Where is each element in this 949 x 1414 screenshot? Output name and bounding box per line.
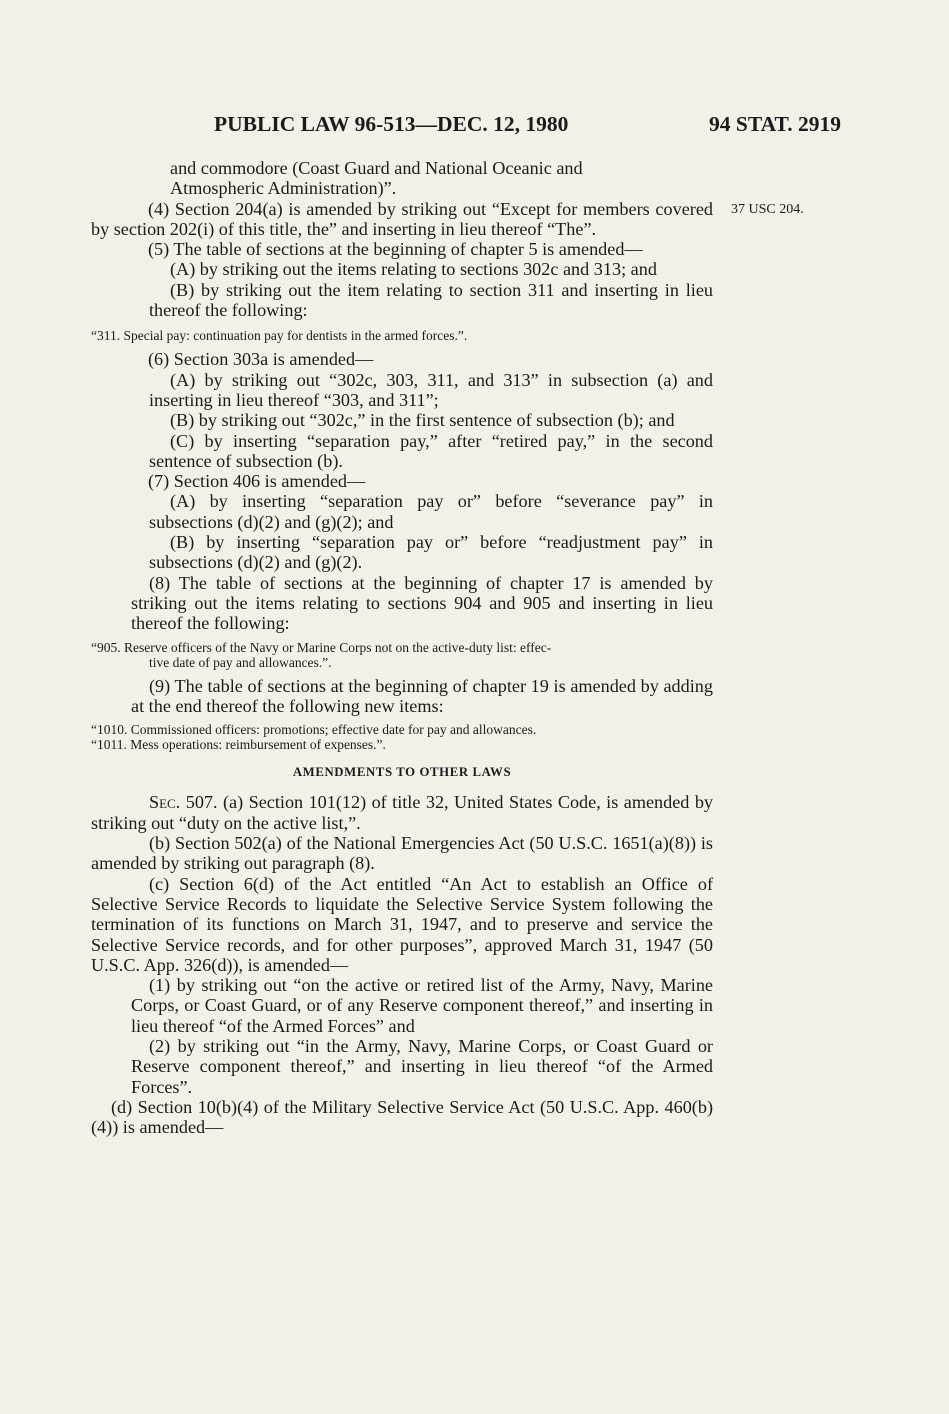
paragraph-continuation-2: Atmospheric Administration)”. bbox=[170, 178, 397, 199]
paragraph-7: (7) Section 406 is amended— bbox=[148, 471, 366, 492]
subsection-b: (b) Section 502(a) of the National Emergencies Act (50 U.S.C. 1651(a)(8)) is amended by striking out paragraph (8). bbox=[91, 833, 713, 874]
paragraph-7b: (B) by inserting “separation pay or” before “readjustment pay” in subsections (d)(2) and (g)(2). bbox=[149, 532, 713, 573]
quote-items-1010-1011 bbox=[91, 722, 713, 752]
paragraph-6a: (A) by striking out “302c, 303, 311, and 313” in subsection (a) and inserting in lieu thereof “303, and 311”; bbox=[149, 369, 713, 410]
section-label: Sec. bbox=[149, 792, 181, 813]
paragraph-continuation: and commodore (Coast Guard and National Oceanic and bbox=[170, 158, 583, 178]
paragraph-9: (9) The table of sections at the beginning of chapter 19 is amended by adding at the end thereof the following new items: bbox=[131, 675, 713, 716]
margin-note-37-usc-204: 37 USC 204. bbox=[731, 202, 804, 217]
subsection-d: (d) Section 10(b)(4) of the Military Selective Service Act (50 U.S.C. App. 460(b)(4)) is amended— bbox=[91, 1096, 713, 1138]
law-citation-header: PUBLIC LAW 96-513—DEC. 12, 1980 bbox=[214, 112, 569, 136]
paragraph-5: (5) The table of sections at the beginning of chapter 5 is amended— bbox=[148, 239, 643, 260]
quote-item-1010: “1010. Commissioned officers: promotions; effective date for pay and allowances. bbox=[91, 722, 537, 738]
quote-item-905 bbox=[91, 640, 713, 670]
paragraph-5b: (B) by striking out the item relating to section 311 and inserting in lieu thereof the following: bbox=[149, 279, 713, 321]
paragraph-4: (4) Section 204(a) is amended by striking out “Except for members covered by section 202(i) of this title, the” and inserting in lieu thereof “The”. bbox=[91, 198, 713, 239]
paragraph-6b: (B) by striking out “302c,” in the first sentence of subsection (b); and bbox=[170, 410, 675, 431]
section-heading: AMENDMENTS TO OTHER LAWS bbox=[292, 765, 512, 780]
paragraph-6: (6) Section 303a is amended— bbox=[148, 349, 374, 370]
page-header bbox=[0, 112, 949, 142]
quote-item-905-line-1: “905. Reserve officers of the Navy or Marine Corps not on the active-duty list: effec- bbox=[91, 639, 552, 655]
subsection-c2: (2) by striking out “in the Army, Navy, Marine Corps, or Coast Guard or Reserve component thereof,” and inserting in lieu thereof “of the Armed Forces”. bbox=[131, 1035, 713, 1097]
paragraph-8: (8) The table of sections at the beginning of chapter 17 is amended by striking out the items relating to sections 904 and 905 and inserting in lieu thereof the following: bbox=[131, 572, 713, 634]
quote-item-905-line-2: tive date of pay and allowances.”. bbox=[149, 654, 332, 670]
section-507-text: 507. (a) Section 101(12) of title 32, United States Code, is amended by striking out “duty on the active list,”. bbox=[91, 792, 714, 833]
paragraph-7a: (A) by inserting “separation pay or” before “severance pay” in subsections (d)(2) and (g)(2); and bbox=[149, 491, 713, 532]
statute-page-number: 94 STAT. 2919 bbox=[709, 112, 842, 136]
subsection-c: (c) Section 6(d) of the Act entitled “An Act to establish an Office of Selective Service Records to liquidate the Selective Service System following the termination of its functions on March 31, 1947, and to preserve and service the Selective Service records, and for other purposes”, approved March 31, 1947 (50 U.S.C. App. 326(d)), is amended— bbox=[91, 873, 713, 975]
paragraph-5a: (A) by striking out the items relating to sections 302c and 313; and bbox=[170, 259, 657, 280]
quote-item-311: “311. Special pay: continuation pay for dentists in the armed forces.”. bbox=[91, 328, 468, 344]
body-text bbox=[91, 158, 713, 1137]
subsection-c1: (1) by striking out “on the active or retired list of the Army, Navy, Marine Corps, or Coast Guard, or of any Reserve component thereof,” and inserting in lieu thereof “of the Armed Forces” and bbox=[131, 975, 713, 1036]
section-507 bbox=[91, 792, 713, 833]
quote-item-1011: “1011. Mess operations: reimbursement of expenses.”. bbox=[91, 737, 386, 753]
paragraph-6c: (C) by inserting “separation pay,” after “retired pay,” in the second sentence of subsection (b). bbox=[149, 430, 713, 471]
